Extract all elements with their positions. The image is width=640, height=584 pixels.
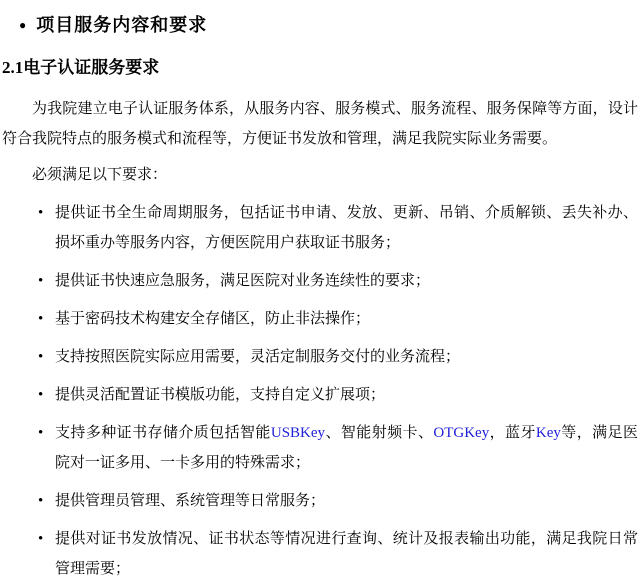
- requirement-item: [38, 266, 638, 296]
- item-text: ，蓝牙: [489, 425, 536, 441]
- item-text: 提供对证书发放情况、证书状态等情况进行查询、统计及报表输出功能，满足我院日常管理需要；: [55, 531, 638, 577]
- requirement-item: [38, 304, 638, 334]
- item-text: 等，满足医院对一证多用、一卡多用的特殊需求；: [55, 425, 638, 471]
- title-bullet-icon: ●: [19, 18, 27, 32]
- requirement-item: [38, 198, 638, 258]
- list-bullet-icon: •: [38, 273, 44, 289]
- item-text: 提供证书快速应急服务，满足医院对业务连续性的要求；: [55, 273, 431, 289]
- item-text: 提供证书全生命周期服务，包括证书申请、发放、更新、吊销、介质解锁、丢失补办、损坏重办等服务内容，方便医院用户获取证书服务；: [55, 205, 638, 251]
- list-bullet-icon: •: [38, 425, 44, 441]
- list-bullet-icon: •: [38, 493, 44, 509]
- section-heading: 2.1电子认证服务要求: [2, 58, 160, 77]
- intro-paragraph: 为我院建立电子认证服务体系，从服务内容、服务模式、服务流程、服务保障等方面，设计符合我院特点的服务模式和流程等，方便证书发放和管理，满足我院实际业务需要。: [2, 101, 638, 147]
- highlighted-term: Key: [535, 425, 561, 441]
- list-bullet-icon: •: [38, 349, 44, 365]
- item-text: 提供管理员管理、系统管理等日常服务；: [55, 493, 326, 509]
- doc-title-text: 项目服务内容和要求: [36, 15, 208, 35]
- requirement-item: [38, 380, 638, 410]
- item-text: 支持按照医院实际应用需要，灵活定制服务交付的业务流程；: [55, 349, 461, 365]
- requirements-list: [2, 198, 638, 584]
- doc-title: [19, 12, 638, 38]
- list-bullet-icon: •: [38, 311, 44, 327]
- requirement-item: [38, 342, 638, 372]
- item-text: 、智能射频卡、: [325, 425, 434, 441]
- requirement-item: [38, 524, 638, 584]
- requirements-lead: 必须满足以下要求：: [32, 167, 168, 183]
- item-text: 基于密码技术构建安全存储区，防止非法操作；: [55, 311, 371, 327]
- item-text: 支持多种证书存储介质包括智能: [55, 425, 271, 441]
- list-bullet-icon: •: [38, 387, 44, 403]
- highlighted-term: USBKey: [270, 425, 326, 441]
- list-bullet-icon: •: [38, 205, 44, 221]
- requirement-item: [38, 418, 638, 478]
- highlighted-term: OTGKey: [433, 425, 490, 441]
- requirement-item: [38, 486, 638, 516]
- list-bullet-icon: •: [38, 531, 44, 547]
- item-text: 提供灵活配置证书模版功能，支持自定义扩展项；: [55, 387, 386, 403]
